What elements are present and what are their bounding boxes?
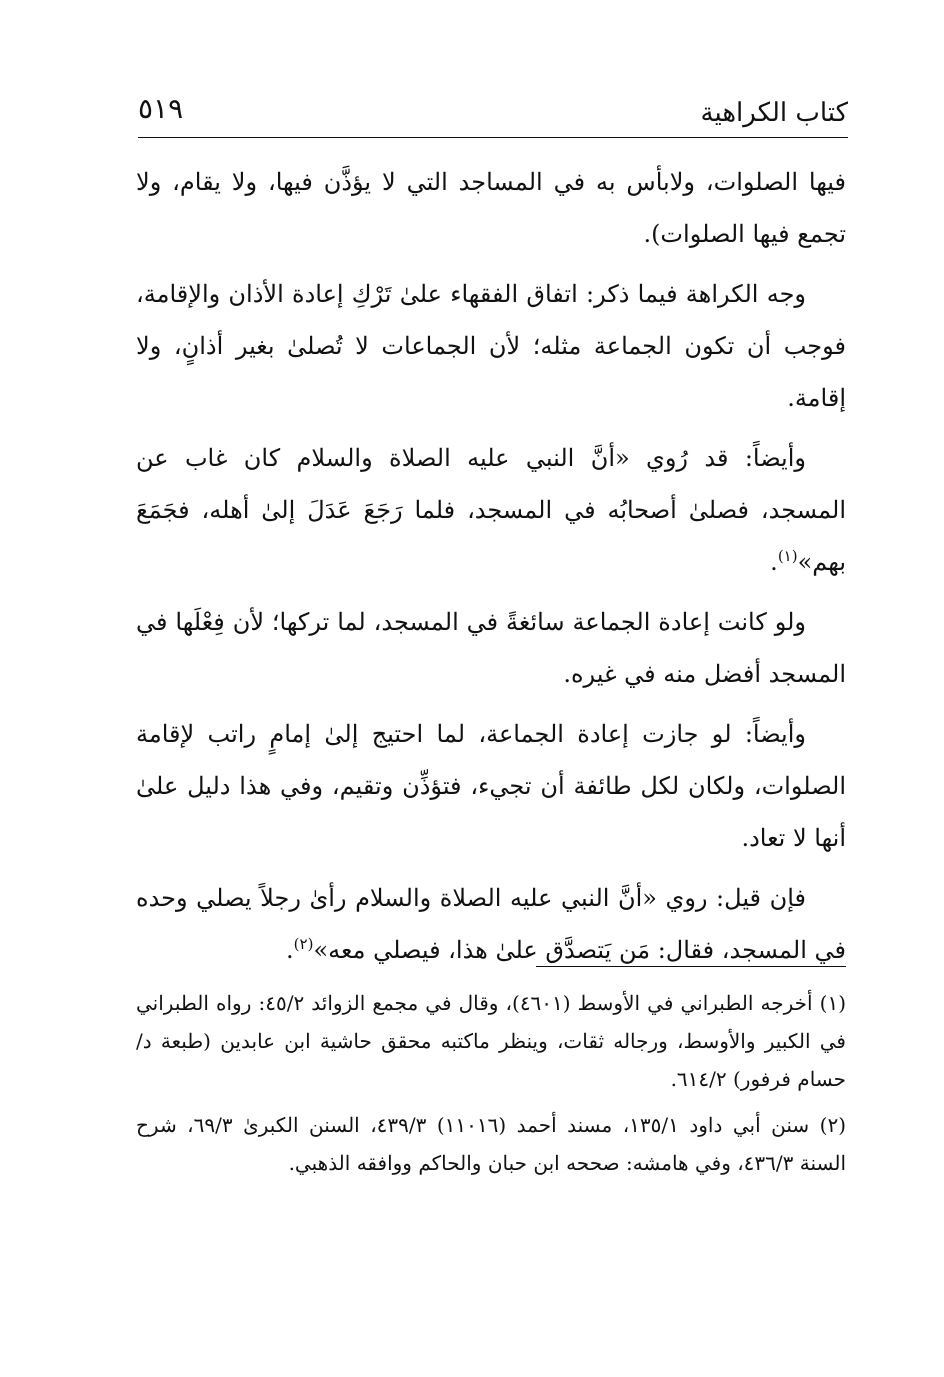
paragraph: وأيضاً: لو جازت إعادة الجماعة، لما احتيج إلىٰ إمامٍ راتب لإقامة الصلوات، ولكان لكل طائفة أن تجيء، فتؤذِّن وتقيم، وفي هذا دليل علىٰ أنها لا تعاد. xyxy=(136,720,846,852)
footnotes xyxy=(136,984,846,1190)
header-divider xyxy=(138,137,848,138)
paragraph: وجه الكراهة فيما ذكر: اتفاق الفقهاء علىٰ تَرْكِ إعادة الأذان والإقامة، فوجب أن تكون الجماعة مثله؛ لأن الجماعات لا تُصلىٰ بغير أذانٍ، ولا إقامة. xyxy=(136,280,846,412)
running-header xyxy=(138,92,848,136)
paragraph-text: وأيضاً: قد رُوي «أنَّ النبي عليه الصلاة والسلام كان غاب عن المسجد، فصلىٰ أصحابُه في المسجد، فلما رَجَعَ عَدَلَ إلىٰ أهله، فجَمَعَ بهم» xyxy=(136,444,846,576)
paragraph-with-footnote xyxy=(136,432,846,588)
footnote-ref-2[interactable]: (٢) xyxy=(293,935,314,953)
paragraph: ولو كانت إعادة الجماعة سائغةً في المسجد، لما تركها؛ لأن فِعْلَها في المسجد أفضل منه في غيره. xyxy=(136,608,846,688)
paragraph-end: . xyxy=(770,548,778,576)
footnote-divider xyxy=(536,966,846,967)
paragraph-with-footnote xyxy=(136,872,846,976)
paragraph-end: . xyxy=(286,936,294,964)
main-text xyxy=(136,156,846,984)
footnote-1: (١) أخرجه الطبراني في الأوسط (٤٦٠١)، وقال في مجمع الزوائد ٤٥/٢: رواه الطبراني في الكبير والأوسط، ورجاله ثقات، وينظر ماكتبه محقق حاشية ابن عابدين (طبعة د/ حسام فرفور) ٦١٤/٢. xyxy=(136,991,846,1091)
page-number: ٥١٩ xyxy=(138,92,184,125)
paragraph-text: فإن قيل: روي «أنَّ النبي عليه الصلاة والسلام رأىٰ رجلاً يصلي وحده في المسجد، فقال: مَن يَتصدَّق علىٰ هذا، فيصلي معه» xyxy=(136,884,846,964)
chapter-title: كتاب الكراهية xyxy=(700,98,848,128)
footnote-2: (٢) سنن أبي داود ١٣٥/١، مسند أحمد (١١٠١٦) ٤٣٩/٣، السنن الكبرىٰ ٦٩/٣، شرح السنة ٤٣٦/٣، وفي هامشه: صححه ابن حبان والحاكم ووافقه الذهبي. xyxy=(136,1113,846,1175)
footnote-ref-1[interactable]: (١) xyxy=(777,547,798,565)
paragraph: فيها الصلوات، ولابأس به في المساجد التي لا يؤذَّن فيها، ولا يقام، ولا تجمع فيها الصلوات). xyxy=(136,168,846,248)
